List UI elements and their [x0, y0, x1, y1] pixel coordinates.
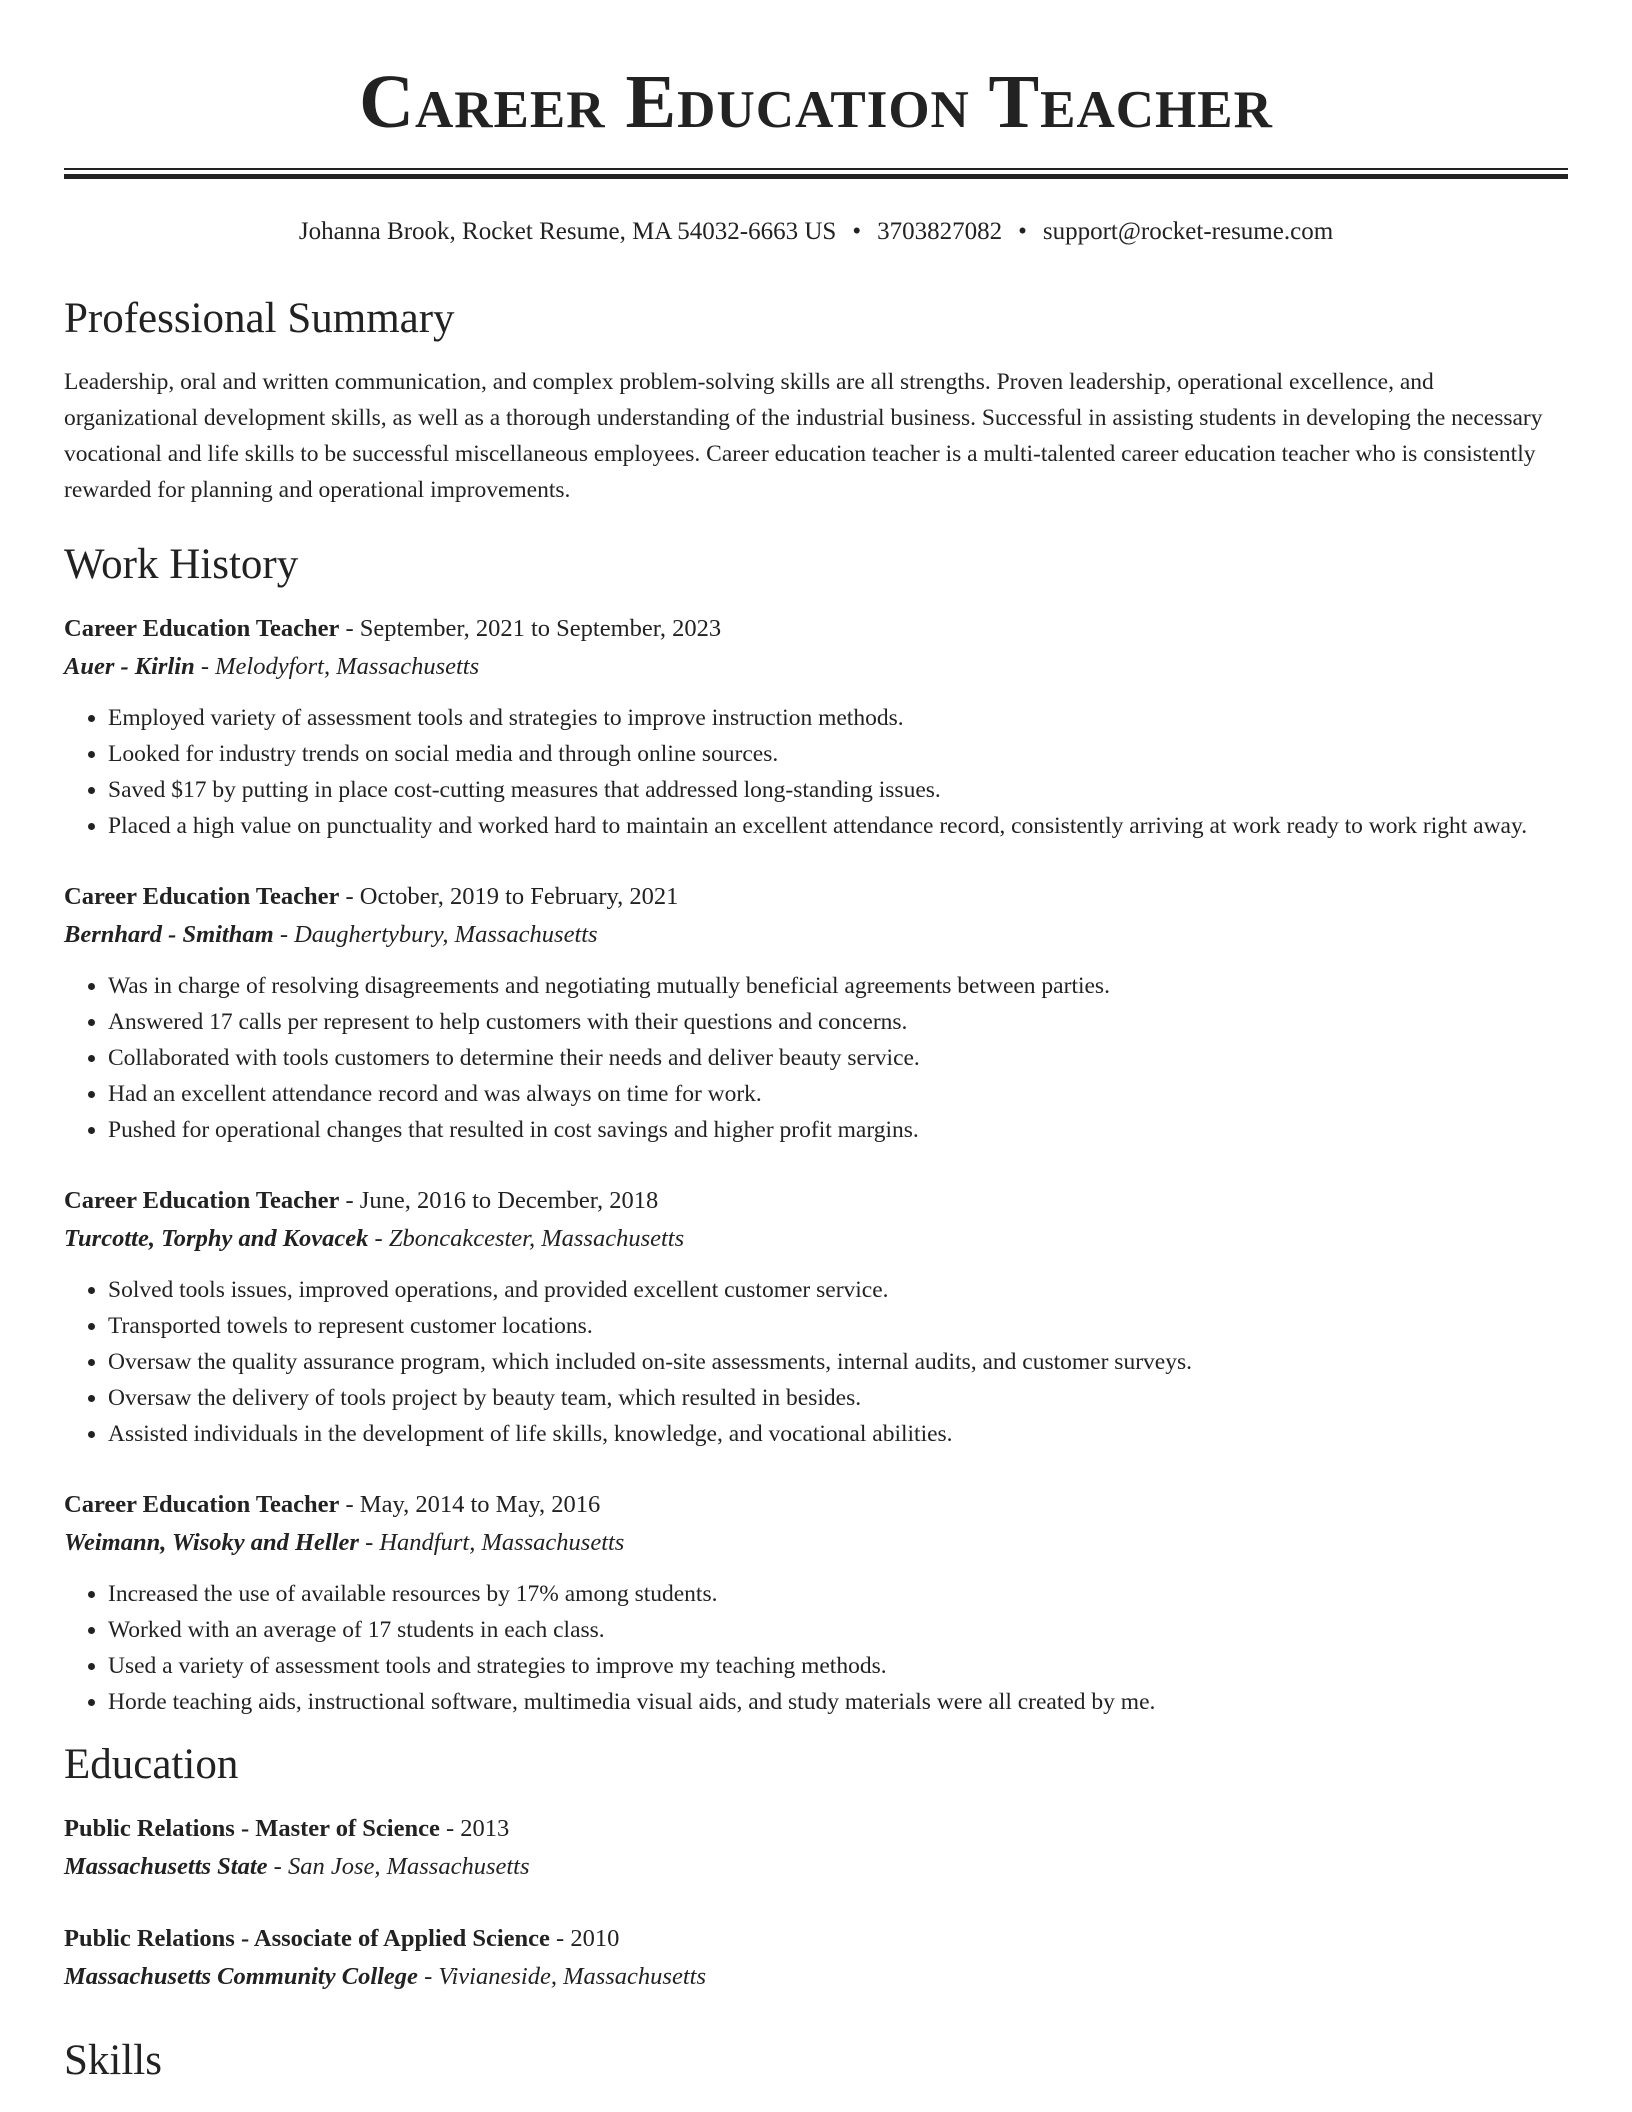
contact-line: [0, 214, 1632, 250]
education-school-line: [64, 1958, 1568, 1996]
education-degree-line: [64, 1920, 1568, 1958]
job-entry: [64, 1182, 1568, 1452]
work-history-section: [64, 534, 1568, 1720]
job-employer-line: [64, 1220, 1568, 1258]
summary-heading: Professional Summary: [64, 295, 455, 342]
education-entry: [64, 1810, 1568, 1886]
skills-section: [64, 2030, 1568, 2092]
resume-content: [64, 288, 1568, 2106]
job-entry: [64, 1486, 1568, 1720]
job-dates: - September, 2021 to September, 2023: [339, 615, 722, 642]
job-location: - Handfurt, Massachusetts: [358, 1529, 625, 1556]
job-bullet: • Pushed for operational changes that resulted in cost savings and higher profit margins.: [108, 1112, 1568, 1148]
job-bullet: • Collaborated with tools customers to determine their needs and deliver beauty service.: [108, 1040, 1568, 1076]
job-bullet: • Solved tools issues, improved operations, and provided excellent customer service.: [108, 1272, 1568, 1308]
education-location: - Vivianeside, Massachusetts: [417, 1963, 706, 1990]
job-employer-line: [64, 1524, 1568, 1562]
job-dates: - June, 2016 to December, 2018: [339, 1187, 659, 1214]
job-bullet: • Oversaw the quality assurance program, which included on-site assessments, internal audits, and customer surveys.: [108, 1344, 1568, 1380]
job-entry: [64, 878, 1568, 1148]
education-school-line: [64, 1848, 1568, 1886]
job-dates: - May, 2014 to May, 2016: [339, 1491, 601, 1518]
contact-email: support@rocket-resume.com: [1042, 218, 1334, 245]
job-bullets: [64, 700, 1568, 844]
work-history-heading: Work History: [64, 541, 299, 588]
job-employer-line: [64, 916, 1568, 954]
contact-separator: •: [1018, 218, 1027, 245]
education-school: Massachusetts State: [64, 1853, 268, 1880]
job-title-line: [64, 878, 1568, 916]
job-bullet: • Horde teaching aids, instructional software, multimedia visual aids, and study materials were all created by me.: [108, 1684, 1568, 1720]
title-divider-thick: [64, 174, 1568, 179]
education-year: - 2010: [549, 1925, 620, 1952]
education-heading: Education: [64, 1741, 239, 1788]
job-bullet: • Saved $17 by putting in place cost-cutting measures that addressed long-standing issues.: [108, 772, 1568, 808]
job-title-line: [64, 1182, 1568, 1220]
summary-text: Leadership, oral and written communication, and complex problem-solving skills are all strengths. Proven leadership, operational excellence, and organizational development skills, as well as a thorough understanding of the industrial business. Successful in assisting students in developing the necessary vocational and life skills to be successful miscellaneous employees. Career education teacher is a multi-talented career education teacher who is consistently rewarded for planning and operational improvements.: [64, 369, 1543, 503]
job-employer: Weimann, Wisoky and Heller: [64, 1529, 359, 1556]
job-bullet: • Used a variety of assessment tools and strategies to improve my teaching methods.: [108, 1648, 1568, 1684]
job-title-line: [64, 610, 1568, 648]
job-role: Career Education Teacher: [64, 883, 340, 910]
job-title-line: [64, 1486, 1568, 1524]
job-bullets: [64, 1272, 1568, 1452]
education-section: [64, 1734, 1568, 1996]
contact-address: Johanna Brook, Rocket Resume, MA 54032-6663 US: [298, 218, 837, 245]
job-dates: - October, 2019 to February, 2021: [339, 883, 679, 910]
education-degree: Public Relations - Associate of Applied Science: [64, 1925, 550, 1952]
job-bullet: • Answered 17 calls per represent to help customers with their questions and concerns.: [108, 1004, 1568, 1040]
job-bullet: • Placed a high value on punctuality and worked hard to maintain an excellent attendance record, consistently arriving at work ready to work right away.: [108, 808, 1568, 844]
job-bullet: • Employed variety of assessment tools and strategies to improve instruction methods.: [108, 700, 1568, 736]
job-role: Career Education Teacher: [64, 1187, 340, 1214]
job-location: - Zboncakcester, Massachusetts: [368, 1225, 685, 1252]
page-title: Career Education Teacher: [359, 60, 1273, 144]
job-bullet: • Assisted individuals in the development of life skills, knowledge, and vocational abilities.: [108, 1416, 1568, 1452]
education-school: Massachusetts Community College: [64, 1963, 418, 1990]
job-location: - Melodyfort, Massachusetts: [194, 653, 480, 680]
education-location: - San Jose, Massachusetts: [267, 1853, 530, 1880]
job-bullet: • Oversaw the delivery of tools project by beauty team, which resulted in besides.: [108, 1380, 1568, 1416]
job-bullet: • Transported towels to represent customer locations.: [108, 1308, 1568, 1344]
job-bullet: • Increased the use of available resources by 17% among students.: [108, 1576, 1568, 1612]
education-year: - 2013: [439, 1815, 510, 1842]
job-bullet: • Had an excellent attendance record and was always on time for work.: [108, 1076, 1568, 1112]
job-bullet: • Was in charge of resolving disagreements and negotiating mutually beneficial agreements between parties.: [108, 968, 1568, 1004]
job-bullets: [64, 1576, 1568, 1720]
job-bullet: • Looked for industry trends on social media and through online sources.: [108, 736, 1568, 772]
summary-section: [64, 288, 1568, 508]
contact-separator: •: [852, 218, 862, 245]
contact-phone: 3703827082: [877, 218, 1003, 245]
title-divider-thin: [64, 168, 1568, 170]
job-employer: Auer - Kirlin: [64, 653, 195, 680]
job-entry: [64, 610, 1568, 844]
job-role: Career Education Teacher: [64, 1491, 340, 1518]
job-employer-line: [64, 648, 1568, 686]
job-bullets: [64, 968, 1568, 1148]
skills-heading: Skills: [64, 2037, 162, 2084]
education-entry: [64, 1920, 1568, 1996]
education-degree: Public Relations - Master of Science: [64, 1815, 440, 1842]
education-degree-line: [64, 1810, 1568, 1848]
job-location: - Daughertybury, Massachusetts: [273, 921, 598, 948]
job-employer: Bernhard - Smitham: [64, 921, 274, 948]
job-employer: Turcotte, Torphy and Kovacek: [64, 1225, 369, 1252]
job-role: Career Education Teacher: [64, 615, 340, 642]
job-bullet: • Worked with an average of 17 students in each class.: [108, 1612, 1568, 1648]
